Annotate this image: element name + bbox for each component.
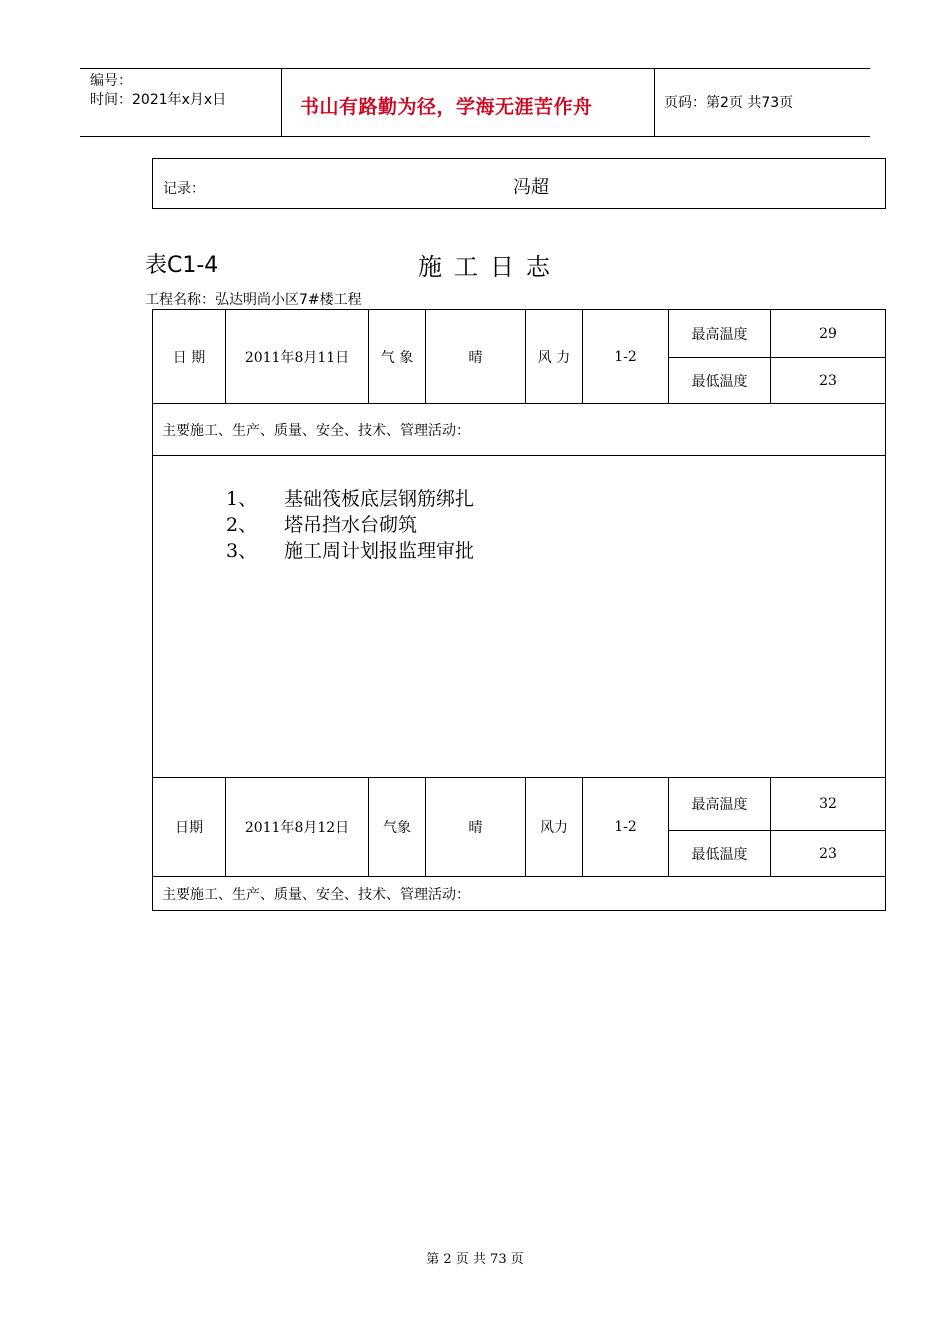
date-value: 2011年8月12日 [226, 778, 369, 877]
min-temp-value: 23 [771, 831, 885, 877]
project-name: 工程名称：弘达明尚小区7#楼工程 [145, 292, 362, 308]
max-temp-value: 32 [771, 778, 885, 831]
date-value: 2011年8月11日 [226, 310, 369, 404]
activity-header: 主要施工、生产、质量、安全、技术、管理活动： [162, 886, 470, 903]
page-indicator: 页码：第2页 共73页 [664, 95, 794, 111]
max-temp-value: 29 [771, 310, 885, 358]
weather-value: 晴 [426, 310, 526, 404]
construction-log-table [152, 309, 886, 911]
list-item [226, 536, 474, 563]
list-item [226, 484, 474, 511]
list-item-number: 1、 [226, 488, 258, 510]
document-number-label: 编号： [90, 73, 132, 89]
wind-label: 风 力 [526, 310, 583, 404]
header-bottom-rule [80, 136, 870, 137]
header-divider [654, 68, 655, 136]
weather-value: 晴 [426, 778, 526, 877]
page-footer: 第 2 页 共 73 页 [426, 1252, 524, 1267]
list-item [226, 510, 417, 537]
list-item-text: 施工周计划报监理审批 [284, 540, 475, 562]
date-label: 日期 [153, 778, 226, 877]
list-item-number: 2、 [226, 514, 258, 536]
page-title: 施工日志 [418, 253, 562, 281]
date-label: 日 期 [153, 310, 226, 404]
form-code: 表C1-4 [145, 253, 219, 278]
max-temp-label: 最高温度 [669, 778, 771, 831]
header-motto: 书山有路勤为径，学海无涯苦作舟 [300, 96, 593, 118]
list-item-text: 塔吊挡水台砌筑 [284, 514, 418, 536]
record-box [152, 158, 886, 209]
list-item-number: 3、 [226, 540, 258, 562]
wind-value: 1-2 [583, 778, 669, 877]
recorder-name: 冯超 [513, 177, 549, 198]
activity-header: 主要施工、生产、质量、安全、技术、管理活动： [153, 404, 885, 456]
weather-label: 气 象 [369, 310, 426, 404]
min-temp-label: 最低温度 [669, 831, 771, 877]
document-time-label: 时间：2021年x月x日 [90, 92, 227, 108]
header-divider [281, 68, 282, 136]
weather-label: 气象 [369, 778, 426, 877]
wind-label: 风力 [526, 778, 583, 877]
record-label: 记录： [163, 181, 205, 197]
max-temp-label: 最高温度 [669, 310, 771, 358]
min-temp-value: 23 [771, 358, 885, 404]
activity-body [153, 456, 885, 778]
wind-value: 1-2 [583, 310, 669, 404]
min-temp-label: 最低温度 [669, 358, 771, 404]
header-top-rule [80, 68, 870, 69]
list-item-text: 基础筏板底层钢筋绑扎 [284, 488, 475, 510]
